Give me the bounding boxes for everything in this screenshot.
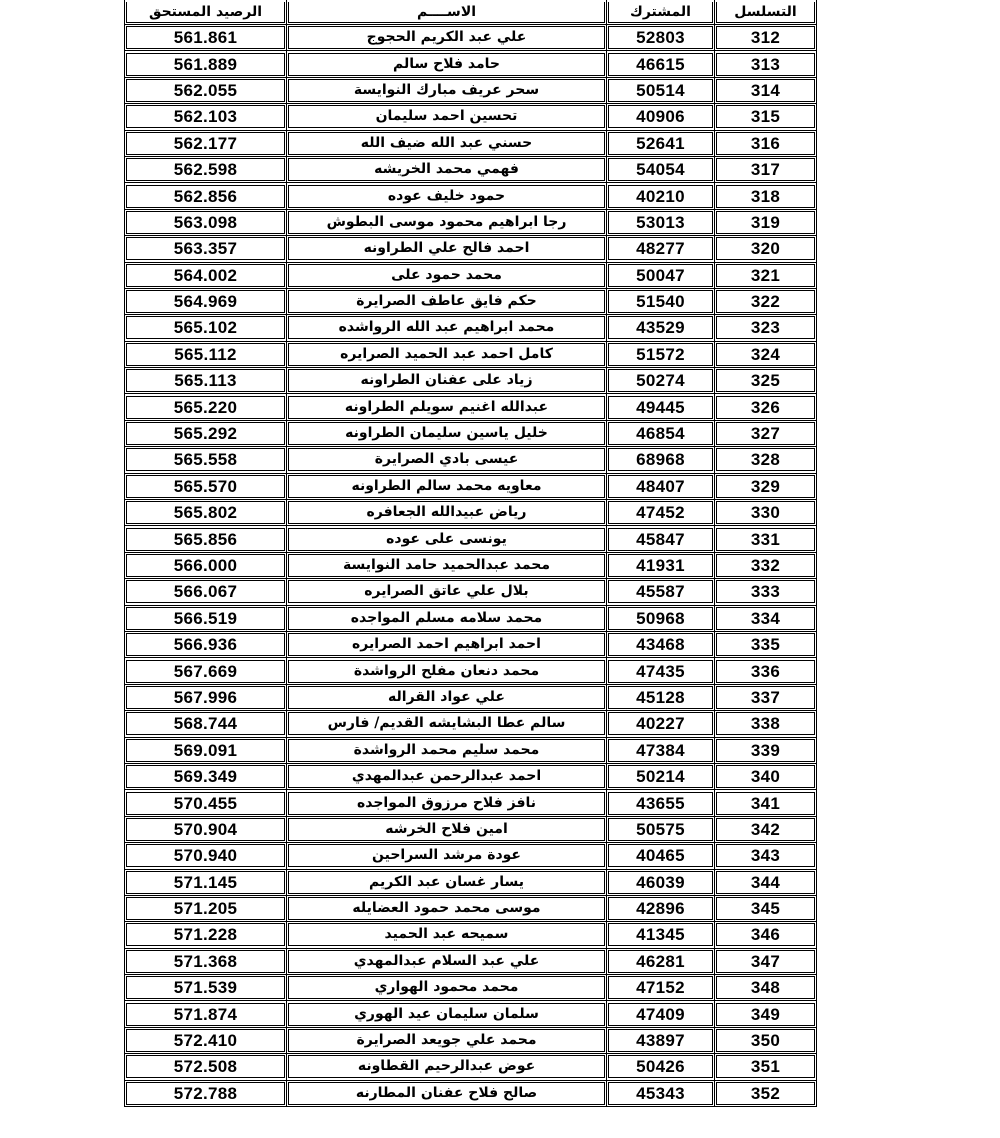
table-row	[125, 156, 817, 182]
table-row	[125, 605, 817, 631]
table-row	[125, 1001, 817, 1027]
table-row	[125, 658, 817, 684]
serial-cell: 346	[715, 922, 817, 948]
balance-cell: 562.598	[125, 156, 287, 182]
subscriber-cell: 50274	[607, 368, 715, 394]
table-row	[125, 1080, 817, 1106]
subscriber-cell: 50968	[607, 605, 715, 631]
name-cell: سحر عريف مبارك النوايسة	[287, 77, 607, 103]
balance-sheet	[124, 0, 816, 1107]
name-cell: احمد فالح علي الطراونه	[287, 236, 607, 262]
balance-table	[124, 0, 817, 1107]
subscriber-cell: 42896	[607, 895, 715, 921]
table-row	[125, 579, 817, 605]
subscriber-cell: 45587	[607, 579, 715, 605]
subscriber-cell: 41931	[607, 552, 715, 578]
name-cell: نافز فلاح مرزوق المواجده	[287, 790, 607, 816]
name-cell: تحسين احمد سليمان	[287, 104, 607, 130]
table-row	[125, 420, 817, 446]
balance-cell: 571.874	[125, 1001, 287, 1027]
serial-cell: 341	[715, 790, 817, 816]
subscriber-cell: 40906	[607, 104, 715, 130]
serial-cell: 344	[715, 869, 817, 895]
balance-cell: 570.455	[125, 790, 287, 816]
balance-cell: 566.067	[125, 579, 287, 605]
balance-cell: 562.856	[125, 183, 287, 209]
serial-cell: 340	[715, 763, 817, 789]
name-cell: معاويه محمد سالم الطراونه	[287, 473, 607, 499]
table-row	[125, 948, 817, 974]
subscriber-cell: 50514	[607, 77, 715, 103]
subscriber-cell: 46039	[607, 869, 715, 895]
name-cell: علي عبد السلام عبدالمهدي	[287, 948, 607, 974]
balance-cell: 561.861	[125, 25, 287, 51]
balance-cell: 567.669	[125, 658, 287, 684]
name-cell: يسار غسان عبد الكريم	[287, 869, 607, 895]
serial-cell: 334	[715, 605, 817, 631]
subscriber-cell: 50047	[607, 262, 715, 288]
serial-cell: 342	[715, 816, 817, 842]
table-row	[125, 315, 817, 341]
serial-cell: 338	[715, 711, 817, 737]
table-row	[125, 922, 817, 948]
serial-cell: 352	[715, 1080, 817, 1106]
serial-cell: 327	[715, 420, 817, 446]
table-row	[125, 368, 817, 394]
subscriber-cell: 40465	[607, 843, 715, 869]
subscriber-cell: 41345	[607, 922, 715, 948]
balance-cell: 571.205	[125, 895, 287, 921]
subscriber-cell: 51572	[607, 341, 715, 367]
balance-cell: 566.519	[125, 605, 287, 631]
balance-cell: 564.002	[125, 262, 287, 288]
subscriber-cell: 50214	[607, 763, 715, 789]
name-cell: عبدالله اغنيم سويلم الطراونه	[287, 394, 607, 420]
balance-cell: 565.856	[125, 526, 287, 552]
serial-cell: 351	[715, 1054, 817, 1080]
balance-cell: 566.936	[125, 631, 287, 657]
serial-cell: 337	[715, 684, 817, 710]
serial-cell: 312	[715, 25, 817, 51]
name-cell: محمد حمود على	[287, 262, 607, 288]
subscriber-cell: 53013	[607, 209, 715, 235]
balance-cell: 572.508	[125, 1054, 287, 1080]
name-cell: يونسى على عوده	[287, 526, 607, 552]
header-serial: التسلسل	[715, 0, 817, 25]
table-row	[125, 552, 817, 578]
serial-cell: 316	[715, 130, 817, 156]
subscriber-cell: 48407	[607, 473, 715, 499]
table-row	[125, 1027, 817, 1053]
subscriber-cell: 40210	[607, 183, 715, 209]
balance-cell: 572.410	[125, 1027, 287, 1053]
serial-cell: 348	[715, 975, 817, 1001]
name-cell: موسى محمد حمود العضايله	[287, 895, 607, 921]
table-body	[125, 25, 817, 1107]
table-row	[125, 236, 817, 262]
subscriber-cell: 43655	[607, 790, 715, 816]
serial-cell: 331	[715, 526, 817, 552]
balance-cell: 569.349	[125, 763, 287, 789]
name-cell: بلال علي عاتق الصرايره	[287, 579, 607, 605]
name-cell: امين فلاح الخرشه	[287, 816, 607, 842]
table-row	[125, 500, 817, 526]
name-cell: صالح فلاح عفنان المطارنه	[287, 1080, 607, 1106]
balance-cell: 562.103	[125, 104, 287, 130]
table-row	[125, 51, 817, 77]
serial-cell: 333	[715, 579, 817, 605]
subscriber-cell: 40227	[607, 711, 715, 737]
name-cell: محمد دنعان مفلح الرواشدة	[287, 658, 607, 684]
subscriber-cell: 47409	[607, 1001, 715, 1027]
name-cell: علي عبد الكريم الحجوج	[287, 25, 607, 51]
name-cell: حكم فايق عاطف الصرايرة	[287, 288, 607, 314]
balance-cell: 565.113	[125, 368, 287, 394]
table-row	[125, 104, 817, 130]
table-row	[125, 816, 817, 842]
header-subscriber: المشترك	[607, 0, 715, 25]
balance-cell: 563.357	[125, 236, 287, 262]
balance-cell: 570.940	[125, 843, 287, 869]
table-header-row	[125, 0, 817, 25]
serial-cell: 322	[715, 288, 817, 314]
balance-cell: 571.145	[125, 869, 287, 895]
subscriber-cell: 52641	[607, 130, 715, 156]
table-row	[125, 1054, 817, 1080]
balance-cell: 565.292	[125, 420, 287, 446]
table-row	[125, 77, 817, 103]
balance-cell: 568.744	[125, 711, 287, 737]
balance-cell: 572.788	[125, 1080, 287, 1106]
name-cell: حسني عبد الله ضيف الله	[287, 130, 607, 156]
table-row	[125, 843, 817, 869]
name-cell: سلمان سليمان عيد الهوري	[287, 1001, 607, 1027]
name-cell: محمد سليم محمد الرواشدة	[287, 737, 607, 763]
name-cell: حمود خليف عوده	[287, 183, 607, 209]
name-cell: عودة مرشد السراحين	[287, 843, 607, 869]
serial-cell: 314	[715, 77, 817, 103]
balance-cell: 566.000	[125, 552, 287, 578]
serial-cell: 320	[715, 236, 817, 262]
header-name: الاســــم	[287, 0, 607, 25]
name-cell: محمد سلامه مسلم المواجده	[287, 605, 607, 631]
balance-cell: 562.055	[125, 77, 287, 103]
serial-cell: 318	[715, 183, 817, 209]
serial-cell: 330	[715, 500, 817, 526]
serial-cell: 339	[715, 737, 817, 763]
balance-cell: 569.091	[125, 737, 287, 763]
serial-cell: 323	[715, 315, 817, 341]
name-cell: محمد عبدالحميد حامد النوايسة	[287, 552, 607, 578]
table-row	[125, 209, 817, 235]
table-row	[125, 975, 817, 1001]
subscriber-cell: 50426	[607, 1054, 715, 1080]
balance-cell: 565.112	[125, 341, 287, 367]
table-row	[125, 763, 817, 789]
name-cell: فهمي محمد الخريشه	[287, 156, 607, 182]
table-row	[125, 895, 817, 921]
subscriber-cell: 50575	[607, 816, 715, 842]
table-row	[125, 288, 817, 314]
name-cell: رجا ابراهيم محمود موسى البطوش	[287, 209, 607, 235]
serial-cell: 315	[715, 104, 817, 130]
serial-cell: 324	[715, 341, 817, 367]
subscriber-cell: 47152	[607, 975, 715, 1001]
table-row	[125, 631, 817, 657]
serial-cell: 321	[715, 262, 817, 288]
subscriber-cell: 43529	[607, 315, 715, 341]
serial-cell: 328	[715, 447, 817, 473]
balance-cell: 571.368	[125, 948, 287, 974]
header-balance: الرصيد المستحق	[125, 0, 287, 25]
subscriber-cell: 46615	[607, 51, 715, 77]
subscriber-cell: 68968	[607, 447, 715, 473]
serial-cell: 350	[715, 1027, 817, 1053]
table-row	[125, 130, 817, 156]
name-cell: علي عواد القراله	[287, 684, 607, 710]
name-cell: محمد محمود الهواري	[287, 975, 607, 1001]
balance-cell: 565.570	[125, 473, 287, 499]
serial-cell: 345	[715, 895, 817, 921]
serial-cell: 349	[715, 1001, 817, 1027]
table-row	[125, 790, 817, 816]
name-cell: احمد عبدالرحمن عبدالمهدي	[287, 763, 607, 789]
name-cell: سميحه عبد الحميد	[287, 922, 607, 948]
table-row	[125, 25, 817, 51]
balance-cell: 571.539	[125, 975, 287, 1001]
table-row	[125, 684, 817, 710]
subscriber-cell: 47435	[607, 658, 715, 684]
subscriber-cell: 48277	[607, 236, 715, 262]
serial-cell: 329	[715, 473, 817, 499]
balance-cell: 565.802	[125, 500, 287, 526]
table-row	[125, 737, 817, 763]
table-row	[125, 526, 817, 552]
serial-cell: 325	[715, 368, 817, 394]
serial-cell: 326	[715, 394, 817, 420]
serial-cell: 332	[715, 552, 817, 578]
subscriber-cell: 43897	[607, 1027, 715, 1053]
name-cell: رياض عبيدالله الجعافره	[287, 500, 607, 526]
balance-cell: 562.177	[125, 130, 287, 156]
serial-cell: 347	[715, 948, 817, 974]
subscriber-cell: 49445	[607, 394, 715, 420]
subscriber-cell: 54054	[607, 156, 715, 182]
subscriber-cell: 52803	[607, 25, 715, 51]
table-row	[125, 711, 817, 737]
name-cell: عيسى بادي الصرايرة	[287, 447, 607, 473]
serial-cell: 343	[715, 843, 817, 869]
name-cell: عوض عبدالرحيم القطاونه	[287, 1054, 607, 1080]
balance-cell: 565.220	[125, 394, 287, 420]
balance-cell: 565.102	[125, 315, 287, 341]
subscriber-cell: 47452	[607, 500, 715, 526]
table-row	[125, 341, 817, 367]
balance-cell: 563.098	[125, 209, 287, 235]
table-row	[125, 262, 817, 288]
balance-cell: 571.228	[125, 922, 287, 948]
name-cell: خليل ياسين سليمان الطراونه	[287, 420, 607, 446]
table-row	[125, 447, 817, 473]
subscriber-cell: 47384	[607, 737, 715, 763]
table-row	[125, 183, 817, 209]
subscriber-cell: 45128	[607, 684, 715, 710]
serial-cell: 335	[715, 631, 817, 657]
table-row	[125, 473, 817, 499]
serial-cell: 317	[715, 156, 817, 182]
name-cell: زياد على عفنان الطراونه	[287, 368, 607, 394]
balance-cell: 561.889	[125, 51, 287, 77]
name-cell: احمد ابراهيم احمد الصرايره	[287, 631, 607, 657]
name-cell: محمد علي جويعد الصرايرة	[287, 1027, 607, 1053]
balance-cell: 565.558	[125, 447, 287, 473]
serial-cell: 319	[715, 209, 817, 235]
table-row	[125, 394, 817, 420]
table-row	[125, 869, 817, 895]
subscriber-cell: 45847	[607, 526, 715, 552]
subscriber-cell: 46854	[607, 420, 715, 446]
name-cell: كامل احمد عبد الحميد الصرايره	[287, 341, 607, 367]
balance-cell: 564.969	[125, 288, 287, 314]
serial-cell: 313	[715, 51, 817, 77]
name-cell: حامد فلاح سالم	[287, 51, 607, 77]
balance-cell: 567.996	[125, 684, 287, 710]
subscriber-cell: 43468	[607, 631, 715, 657]
balance-cell: 570.904	[125, 816, 287, 842]
subscriber-cell: 51540	[607, 288, 715, 314]
name-cell: سالم عطا البشايشه القديم/ فارس	[287, 711, 607, 737]
name-cell: محمد ابراهيم عبد الله الرواشده	[287, 315, 607, 341]
serial-cell: 336	[715, 658, 817, 684]
subscriber-cell: 46281	[607, 948, 715, 974]
subscriber-cell: 45343	[607, 1080, 715, 1106]
